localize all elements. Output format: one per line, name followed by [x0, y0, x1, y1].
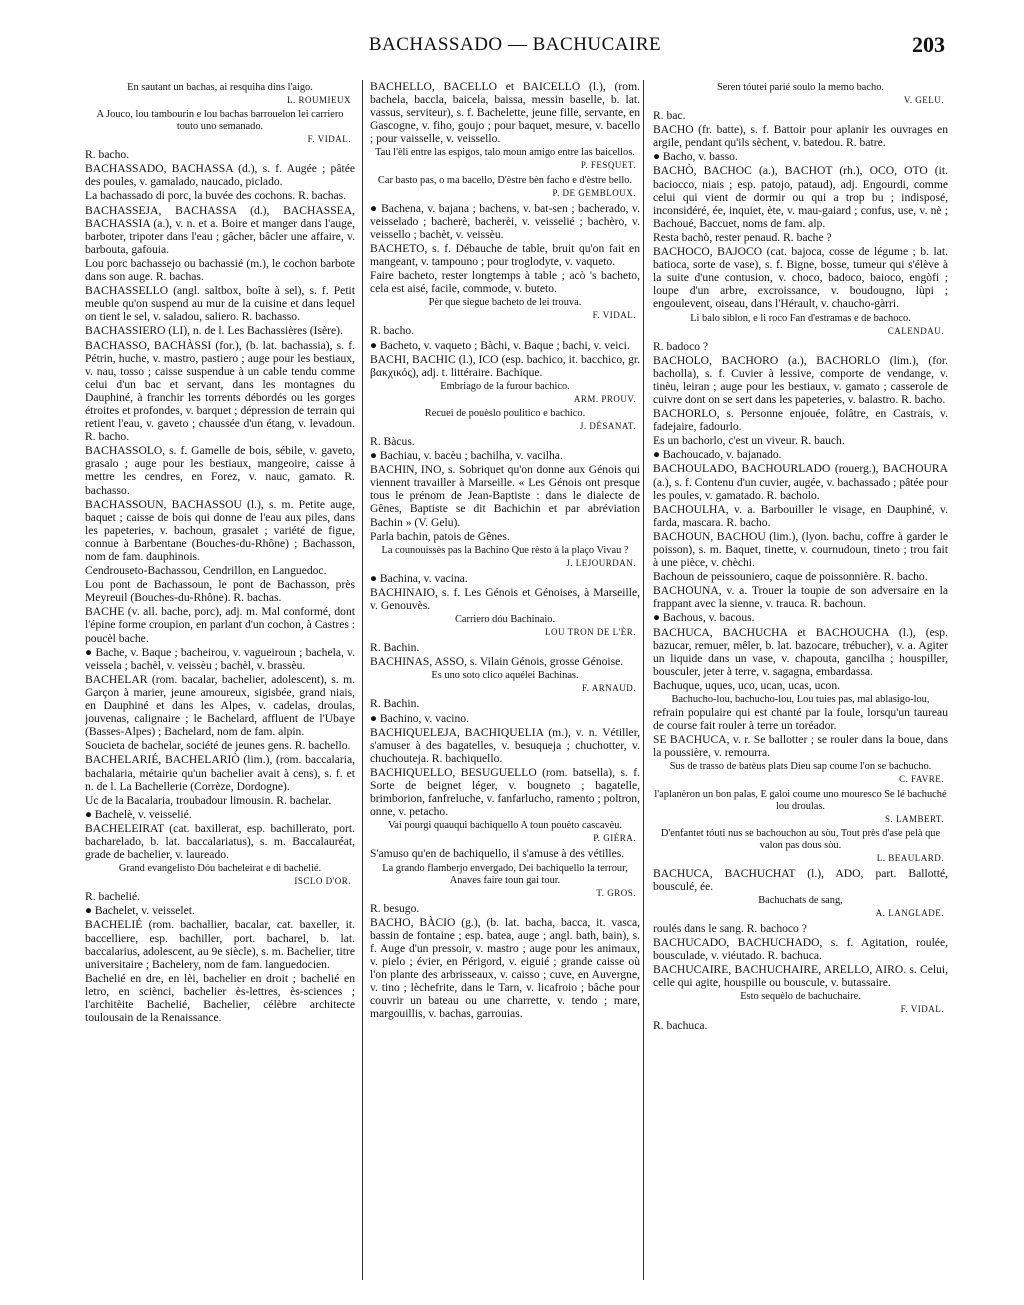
verse-quote: Es uno soto clico aquélei Bachinas. [431, 670, 579, 682]
dictionary-entry: ● Bache, v. Baque ; bacheirou, v. vagueiroun ; bachela, v. veissela ; bachèl, v. veissèu ; bachèl, v. brassèu. [85, 645, 355, 672]
dictionary-entry: Bachoun de peissouniero, caque de poissonnière. R. bacho. [653, 570, 928, 584]
page-number: 203 [912, 32, 945, 57]
dictionary-entry: BACHIN, INO, s. Sobriquet qu'on donne aux Génois qui viennent travailler à Marseille. « Les Génois ont presque tous le prénom de Jean-Baptiste : dans le dialecte de Gênes, Baptiste se dit Bachichin et par abréviation Bachin » (V. Gelu). [370, 463, 640, 529]
verse-quote: Bachucho-lou, bachucho-lou, Lou tuies pas, mal ablasigo-lou, [671, 694, 930, 706]
dictionary-entry: BACHASSEJA, BACHASSA (d.), BACHASSEA, BACHASSIA (a.), v. n. et a. Boire et manger dans l'auge, barboter, tripoter dans l'eau ; gâcher, bâcler une affaire, v. barbouta, gafouia. [85, 203, 355, 256]
quote-attribution: L. ROUMIEUX [287, 95, 351, 105]
dictionary-entry: ● Bachina, v. vacina. [370, 571, 468, 585]
dictionary-entry: BACHELIÉ (rom. bachallier, bacalar, cat. baxeller, it. baccelliere, esp. bachiller, port. bacharel, b. lat. baccalarius, adolescent, au 9e siècle), s. m. Bachelier, titre universitaire ; Bachelery, nom de fam. languedocien. [85, 918, 355, 971]
dictionary-entry: BACHUCADO, BACHUCHADO, s. f. Agitation, roulée, bousculade, v. viéutado. R. bachuca. [653, 936, 948, 963]
column-3 [653, 80, 948, 1290]
quote-attribution: LOU TRON DE L'ÈR. [545, 627, 636, 638]
dictionary-entry: BACHORLO, s. Personne enjouée, folâtre, en Castrais, v. fadejaire, fadourlo. [653, 407, 948, 434]
dictionary-entry: BACHI, BACHIC (l.), ICO (esp. bachico, it. bacchico, gr. βακχικός), adj. t. littéraire. Bachique. [370, 352, 640, 379]
dictionary-entry: R. bacho. [370, 324, 415, 338]
running-title: BACHASSADO — BACHUCAIRE [368, 34, 662, 55]
verse-quote: Li balo siblon, e li roco Fan d'estramas e de bachoco. [690, 312, 911, 324]
verse-quote: Recuei de pouèslo poulitico e bachico. [424, 407, 586, 419]
dictionary-entry: Lou pont de Bachassoun, le pont de Bachasson, près Meyreuil (Bouches-du-Rhône). R. bachas. [85, 578, 355, 605]
dictionary-entry: BACHO, BÀCIO (g.), (b. lat. bacha, bacca, it. vasca, bassin de fontaine ; esp. batea, auge ; angl. bath, bain), s. f. Auge d'un pressoir, v. mastro ; auge pour les animaux, v. pielo ; évier, en Périgord, v. eiguié ; grande caisse où l'on plante des arbrisseaux, v. caisso ; cuve, en Auvergne, v. tino ; lèchefrite, dans le Tarn, v. licafroio ; bâche pour couvrir un bateau ou une charrette, v. tendo ; mare, margouillis, v. bachas, garrouias. [370, 915, 640, 1021]
dictionary-entry: BACHASSADO, BACHASSA (d.), s. f. Augée ; pâtée des poules, v. gamalado, naucado, piclado. [85, 162, 355, 189]
dictionary-entry: Es un bachorlo, c'est un viveur. R. bauch. [653, 434, 845, 448]
dictionary-entry: BACHIQUELLO, BESUGUELLO (rom. batsella), s. f. Sorte de beignet léger, v. bougneto ; bagatelle, brimborion, fanfreluche, v. fanfarlucho, ramento ; poltron, onne, v. petacho. [370, 765, 640, 819]
dictionary-entry: BACHASSO, BACHÀSSI (for.), (b. lat. bachassia), s. f. Pétrin, huche, v. mastro, pastiero ; auge pour les bestiaux, v. nau, tosso ; caisse suspendue à un cable tendu comme celui d'un bac et servant, dans les montagnes du Dauphiné, à franchir les torrents débordés ou les gorges étroites et profondes, v. barquet ; dépression de terrain qui retient l'eau, v. gaveto ; chaussée d'un étang, v. levadoun. R. bacho. [85, 338, 355, 444]
dictionary-entry: Parla bachin, patois de Gênes. [370, 529, 510, 543]
quote-attribution: S. LAMBERT. [884, 813, 944, 824]
column-1 [85, 80, 355, 1290]
dictionary-entry: BACHUCA, BACHUCHAT (l.), ADO, part. Ballotté, bousculé, ée. [653, 866, 948, 893]
dictionary-entry: BACHO (fr. batte), s. f. Battoir pour aplanir les ouvrages en argile, pendant qu'ils sèchent, v. batedou. R. batre. [653, 123, 948, 150]
page-header [85, 18, 945, 78]
dictionary-entry: ● Bachelet, v. veisselet. [85, 904, 195, 918]
dictionary-entry: R. badoco ? [653, 339, 709, 353]
dictionary-entry: BACHUCAIRE, BACHUCHAIRE, ARELLO, AIRO. s. Celui, celle qui agite, houspille ou bouscule, v. butassaire. [653, 963, 948, 990]
quote-attribution: J. LEJOURDAN. [566, 557, 636, 568]
dictionary-entry: BACHÒ, BACHOC (a.), BACHOT (rh.), OCO, OTO (it. baciocco, niais ; esp. patojo, pataud), adj. Engourdi, comme celui qui vient de dormir ou qui a trop bu ; indisposé, inconsidéré, ée, inquiet, ète, v. mau-gaiard ; confus, use, v. nè ; Bachoué, Baccuet, noms de fam. alp. [653, 164, 948, 230]
verse-quote: Tau l'èli entre las espigos, talo moun amigo entre las baicellos. [375, 147, 635, 159]
verse-quote: Pèr que siegue bacheto de lei trouva. [428, 297, 582, 309]
dictionary-entry: La bachassado di porc, la buvée des cochons. R. bachas. [85, 189, 347, 203]
dictionary-entry: BACHASSIERO (LI), n. de l. Les Bachassières (Isère). [85, 324, 343, 338]
dictionary-entry: BACHOCO, BAJOCO (cat. bajoca, cosse de légume ; b. lat. batioca, sorte de vase), s. f. Bigne, bosse, tumeur qui s'élève à la suite d'une contusion, v. choco, badoco, baioco, engòfi ; loupe d'un arbre, excroissance, v. boudougno, lùpi ; engoulevent, oiseau, dans l'Hérault, v. chaucho-gàrri. [653, 245, 948, 311]
quote-attribution: P. GIÉRA. [593, 833, 636, 844]
dictionary-entry: BACHELAR (rom. bacalar, bachelier, adolescent), s. m. Garçon à marier, jeune amoureux, sigisbée, grand niais, en Dauphiné et dans les Alpes, v. cadelas, droulas, jouvenas, calignaire ; le Bachelard, affluent de l'Ubaye (Basses-Alpes) ; Bachelard, nom de fam. alpin. [85, 672, 355, 739]
dictionary-entry: Bachelié en dre, en lèi, bachelier en droit ; bachelié en letro, en sciènci, bachelier ès-lettres, ès-sciences ; l'architèite Bachelié, Bachelier, célèbre architecte toulousain de la Renaissance. [85, 971, 355, 1025]
dictionary-entry: R. Bachin. [370, 697, 420, 711]
verse-quote: Esto sequèlo de bachuchaire. [740, 991, 861, 1003]
quote-attribution: V. GELU. [903, 95, 944, 105]
dictionary-entry: BACHE (v. all. bache, porc), adj. m. Mal conformé, dont l'épine forme croupion, en parlant d'un cochon, à Castres : poucèl bache. [85, 605, 355, 645]
dictionary-entry: BACHUCA, BACHUCHA et BACHOUCHA (l.), (esp. bazucar, remuer, mêler, b. lat. bazocare, trébucher), v. a. Agiter un liquide dans un vase, v. chapouta, gancilha ; houspiller, bousculer, jeter à terre, v. sagagna, embardassa. [653, 625, 948, 678]
dictionary-entry: BACHASSOUN, BACHASSOU (l.), s. m. Petite auge, baquet ; caisse de bois qui donne de l'eau aux piles, dans les papeteries, v. bachoun, grasalet ; variété de figue, connue à Barbentane (Bouches-du-Rhône) ; Bachasson, nom de fam. dauphinois. [85, 497, 355, 563]
dictionary-entry: roulés dans le sang. R. bachoco ? [653, 921, 807, 935]
verse-quote: En sautant un bachas, ai resquiha dins l'aigo. [127, 82, 313, 93]
dictionary-entry: Uc de la Bacalaria, troubadour limousin. R. bachelar. [85, 793, 332, 807]
quote-attribution: ISCLO D'OR. [294, 876, 351, 887]
verse-quote: l'aplanèron un bon palas, E galoi coume uno mouresco Se lé bachuché lou droulas. [654, 788, 947, 812]
quote-attribution: J. DÉSANAT. [579, 420, 636, 431]
dictionary-entry: R. Bachin. [370, 641, 420, 655]
dictionary-entry: R. Bàcus. [370, 434, 415, 448]
dictionary-entry: ● Bachous, v. bacous. [653, 611, 755, 625]
verse-quote: Sus de trasso de batèus plats Dieu sap coume l'on se bachucho. [669, 761, 932, 773]
dictionary-entry: BACHELARIÉ, BACHELARIÒ (lim.), (rom. baccalaria, bachalaria, métairie qu'un bachelier avait à cens), s. f. et n. de l. La Bachellerie (Corrèze, Dordogne). [85, 753, 355, 793]
quote-attribution: L. BEAULARD. [876, 852, 944, 863]
dictionary-entry: Lou porc bachassejo ou bachassié (m.), le cochon barbote dans son auge. R. bachas. [85, 256, 355, 284]
column-rule-right [643, 80, 644, 1280]
dictionary-entry: BACHOLO, BACHORO (a.), BACHORLO (lim.), (for. bacholla), s. f. Cuvier à lessive, comporte de vendange, v. tinèu, leiran ; auge pour les bestiaux, v. gamato ; casserole de cuivre dont on se sert dans les papeteries, v. balastro. R. bacho. [653, 353, 948, 406]
dictionary-entry: R. bacho. [85, 148, 130, 162]
dictionary-entry: Cendrouseto-Bachassou, Cendrillon, en Languedoc. [85, 564, 327, 578]
dictionary-entry: SE BACHUCA, v. r. Se ballotter ; se rouler dans la boue, dans la poussière, v. remourra. [653, 733, 948, 760]
dictionary-entry: refrain populaire qui est chanté par la foule, lorsqu'un taureau de course fait rouler à terre un toréador. [653, 706, 948, 733]
verse-quote: A Jouco, lou tambourin e lou bachas barrouelon lei carriero touto uno semanado. [96, 109, 344, 133]
column-rule-left [362, 80, 363, 1280]
verse-quote: Vai pourgi quauqui bachiquello A toun pouèto cascavèu. [387, 820, 623, 832]
quote-attribution: F. VIDAL. [592, 310, 636, 321]
dictionary-entry: ● Bacheto, v. vaqueto ; Bàchi, v. Baque ; bachi, v. veici. [370, 338, 630, 352]
column-2 [370, 80, 640, 1290]
verse-quote: Bachuchats de sang, [758, 894, 843, 906]
verse-quote: La counouissès pas la Bachino Que rèsto à la plaço Vivau ? [381, 544, 629, 556]
quote-attribution: A. LANGLADE. [875, 907, 944, 918]
dictionary-entry: R. bachelié. [85, 890, 141, 904]
quote-attribution: P. FESQUET. [580, 160, 636, 171]
dictionary-entry: S'amuso qu'en de bachiquello, il s'amuse à des vétilles. [370, 847, 625, 861]
dictionary-entry: Resta bachò, rester penaud. R. bache ? [653, 230, 832, 244]
verse-quote: Carriero dóu Bachinaio. [454, 614, 556, 626]
quote-attribution: F. VIDAL. [307, 134, 351, 145]
dictionary-entry: BACHINAS, ASSO, s. Vilain Génois, grosse Génoise. [370, 655, 624, 669]
dictionary-entry: BACHOULADO, BACHOURLADO (rouerg.), BACHOURA (a.), s. f. Contenu d'un cuvier, augée, v. bachassado ; pâtée pour les poules, v. gamatado. R. bacholo. [653, 462, 948, 502]
dictionary-entry: BACHASSOLO, s. f. Gamelle de bois, sébile, v. gaveto, grasalo ; auge pour les bestiaux, mangeoire, caisse à mettre les cendres, en Forez, v. nauc, gamato. R. bachasso. [85, 444, 355, 497]
quote-attribution: F. VIDAL. [900, 1004, 944, 1015]
quote-attribution: CALENDAU. [887, 325, 944, 336]
dictionary-entry: Soucieta de bachelar, société de jeunes gens. R. bachello. [85, 739, 351, 753]
dictionary-entry: BACHIQUELEJA, BACHIQUELIA (m.), v. n. Vétiller, s'amuser à des bagatelles, v. besuqueja ; chuchotter, v. chuchouteja. R. bachiquello. [370, 725, 640, 765]
verse-quote: La grando flamberjo envergado, Dei bachiquello la terrour, Anaves faire toun gai tour. [382, 862, 628, 886]
quote-attribution: P. DE GEMBLOUX. [552, 187, 636, 198]
dictionary-entry: BACHETO, s. f. Débauche de table, bruit qu'on fait en mangeant, v. tampouno ; pour troglodyte, v. vaqueto. [370, 241, 640, 269]
dictionary-entry: ● Bachena, v. bajana ; bachens, v. bat-sen ; bacherado, v. veisselado ; bacherè, bacherèi, v. veisselié ; bachèro, v. veissello ; bachèt, v. veissèu. [370, 201, 640, 241]
dictionary-entry: BACHASSELLO (angl. saltbox, boîte à sel), s. f. Petit meuble qu'on suspend au mur de la cuisine et dans lequel on tient le sel, v. saladou, saliero. R. bachasso. [85, 284, 355, 324]
dictionary-entry: Faire bacheto, rester longtemps à table ; acò 's bacheto, cela est aisé, facile, commode, v. buteto. [370, 269, 640, 296]
verse-quote: Embriago de la furour bachico. [440, 380, 570, 392]
quote-attribution: C. FAVRE. [899, 774, 944, 785]
dictionary-entry: BACHINAIO, s. f. Les Génois et Génoises, à Marseille, v. Genouvès. [370, 585, 640, 612]
dictionary-entry: ● Bachoucado, v. bajanado. [653, 448, 782, 462]
verse-quote: Seren tóutei parié soulo la memo bacho. [716, 82, 885, 93]
verse-quote: Car basto pas, o ma bacello, D'èstre bèn facho e d'èstre bello. [377, 174, 633, 186]
dictionary-entry: ● Bachiau, v. bacèu ; bachilha, v. vacilha. [370, 449, 563, 463]
dictionary-entry: ● Bachelè, v. veisselié. [85, 807, 192, 821]
dictionary-entry: Bachuque, uques, uco, ucan, ucas, ucon. [653, 678, 841, 692]
dictionary-entry: BACHELLO, BACELLO et BAICELLO (l.), (rom. bachela, baccla, baicela, baissa, messin baselle, b. lat. vassus, serviteur), s. f. Bachelette, jeune fille, servante, en Gascogne, v. fiho, goujo ; pour baquet, mesure, v. bacello ; pour vaisselle, v. veissello. [370, 80, 640, 146]
dictionary-entry: BACHELEIRAT (cat. baxillerat, esp. bachillerato, port. bacharelado, b. lat. baccalariatus), s. m. Baccalauréat, grade de bachelier, v. laureado. [85, 821, 355, 862]
dictionary-entry: ● Bacho, v. basso. [653, 150, 738, 164]
verse-quote: D'enfantet tóuti nus se bachouchon au sòu, Tout près d'ase pelà que valon pas dous sòu. [660, 827, 941, 851]
verse-quote: Grand evangelisto Dóu bacheleirat e di bachelié. [118, 863, 322, 875]
dictionary-entry: R. bac. [653, 109, 686, 123]
dictionary-entry: BACHOUN, BACHOU (lim.), (lyon. bachu, coffre à garder le poisson), s. m. Baquet, tinette, v. cournudoun, tineto ; trou fait à une pièce, v. chèchi. [653, 529, 948, 570]
quote-attribution: F. ARNAUD. [581, 683, 636, 694]
quote-attribution: T. GROS. [596, 887, 636, 898]
dictionary-entry: R. bachuca. [653, 1018, 708, 1032]
dictionary-entry: R. besugo. [370, 901, 420, 915]
quote-attribution: ARM. PROUV. [573, 393, 636, 404]
dictionary-entry: ● Bachino, v. vacino. [370, 711, 469, 725]
dictionary-entry: BACHOUNA, v. a. Trouer la toupie de son adversaire en la frappant avec la sienne, v. trauca. R. bachoun. [653, 584, 948, 611]
dictionary-entry: BACHOULHA, v. a. Barbouiller le visage, en Dauphiné, v. farda, mascara. R. bacho. [653, 502, 948, 529]
